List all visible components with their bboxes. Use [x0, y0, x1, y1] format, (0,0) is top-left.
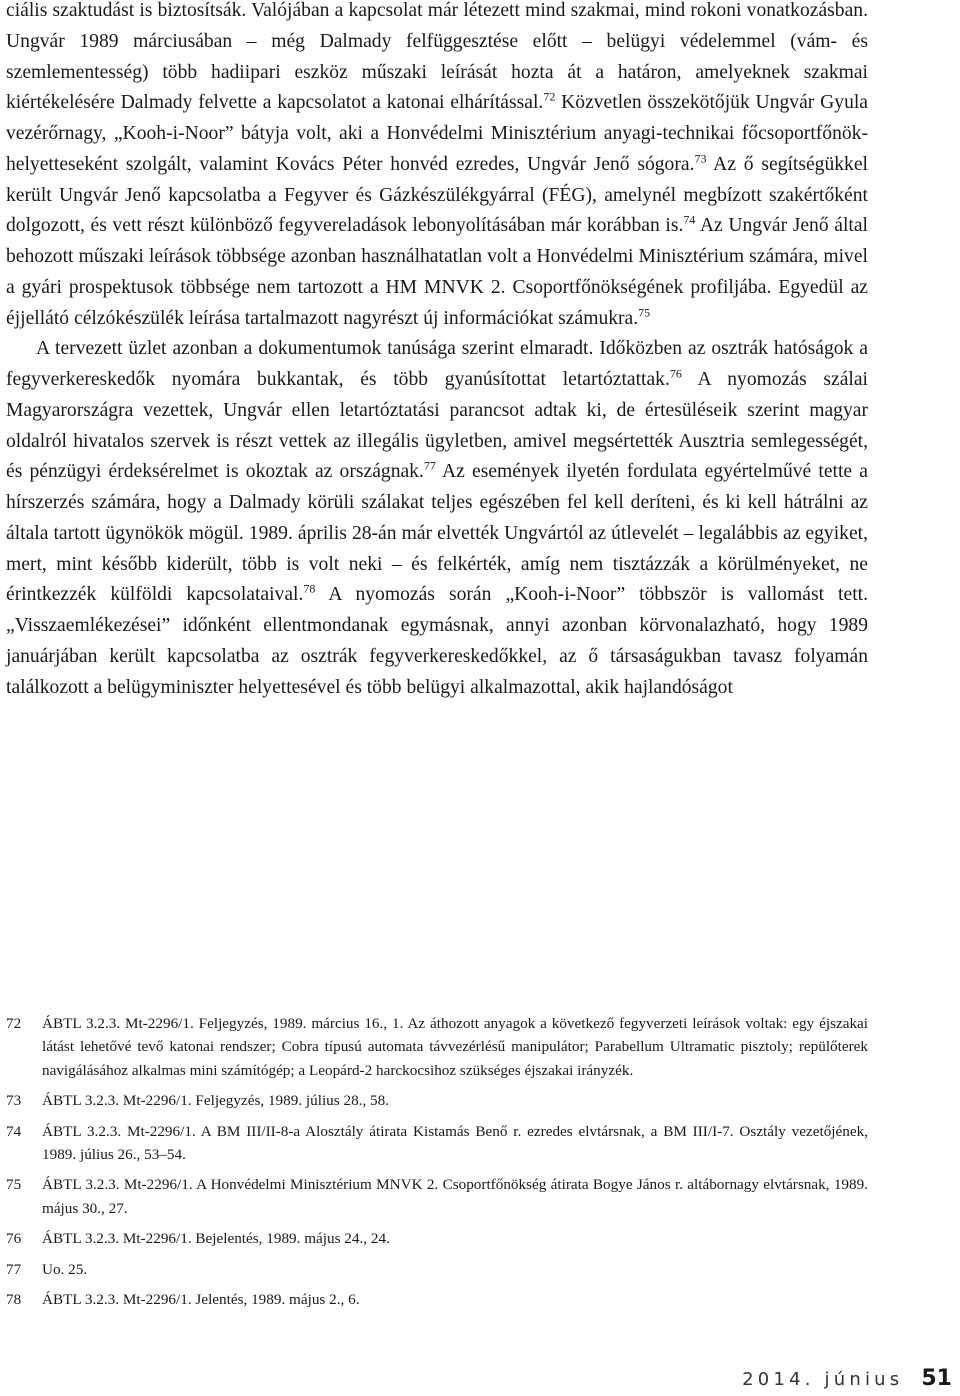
footnote-ref-75[interactable]: 75	[638, 304, 651, 319]
footnote-number: 78	[6, 1291, 22, 1309]
footnote-ref-74[interactable]: 74	[683, 212, 696, 227]
text-segment: A tervezett üzlet azonban a dokumentumok tanúsága szerint elmaradt. Időközben az osztrák hatóságok a fegyverkereskedők nyomára bukkantak, és több gyanúsítottat letartóztattak.	[6, 338, 868, 390]
main-text	[6, 0, 868, 703]
footnotes	[6, 1012, 868, 1318]
footnote-text: ÁBTL 3.2.3. Mt-2296/1. A BM III/II-8-a Alosztály átirata Kistamás Benő r. ezredes elvtársnak, a BM III/I-7. Osztály vezetőjének, 1989. július 26., 53–54.	[42, 1122, 868, 1164]
text-segment: ciális szaktudást is biztosítsák. Valójában a kapcsolat már létezett mind szakmai, mind rokoni vonatkozásban. Ungvár 1989 márciusában – még Dalmady felfüggesztése előtt – belügyi védelemmel (vám- és szemlementesség) több hadiipari eszköz műszaki leírását hozta át a határon, amelyeknek szakmai kiértékelésére Dalmady felvette a kapcsolatot a katonai elhárítással.	[6, 0, 868, 114]
footnote-75	[6, 1173, 868, 1220]
footnote-ref-72[interactable]: 72	[543, 89, 556, 104]
text-segment: Az ő segítségükkel került Ungvár Jenő kapcsolatba a Fegyver és Gázkészülékgyárral (FÉG), amelynél megbízott szakértőként dolgozott, és vett részt különböző fegyvereladások lebonyolításában már korábban is.	[6, 153, 868, 237]
footnote-text: ÁBTL 3.2.3. Mt-2296/1. Jelentés, 1989. május 2., 6.	[42, 1291, 360, 1309]
footnote-74	[6, 1120, 868, 1167]
footnote-text: Uo. 25.	[42, 1260, 88, 1278]
footnote-77	[6, 1258, 868, 1281]
footnote-78	[6, 1288, 868, 1311]
page-footer	[742, 1366, 952, 1391]
footnote-number: 76	[6, 1230, 22, 1248]
footnote-number: 72	[6, 1015, 22, 1032]
footnote-72	[6, 1012, 868, 1082]
text-segment: Az események ilyetén fordulata egyértelművé tette a hírszerzés számára, hogy a Dalmady körüli szálakat teljes egészében fel kell deríteni, és ki kell hátrálni az általa tartott ügynökök mögül. 1989. április 28-án már elvették Ungvártól az útlevelét – legalábbis az egyiket, mert, mint később kiderült, több is volt neki – és felkérték, amíg nem tisztázzák a körülményeket, ne érintkezzék külföldi kapcsolataival.	[6, 461, 869, 606]
footnote-text: ÁBTL 3.2.3. Mt-2296/1. Feljegyzés, 1989. július 28., 58.	[42, 1092, 390, 1110]
footnote-76	[6, 1227, 868, 1250]
footnote-ref-77[interactable]: 77	[423, 458, 436, 473]
text-segment: A nyomozás szálai Magyarországra vezettek, Ungvár ellen letartóztatási parancsot adtak ki, de értesüléseik szerint magyar oldalról hivatalos szervek is részt vettek az illegális ügyletben, amivel megsértették Ausztria semlegességét, és pénzügyi érdeksérelmet is okoztak az országnak.	[6, 369, 868, 483]
paragraph-1	[6, 0, 868, 334]
paragraph-2	[6, 334, 868, 703]
footnote-number: 77	[6, 1260, 22, 1278]
footnote-text: ÁBTL 3.2.3. Mt-2296/1. A Honvédelmi Minisztérium MNVK 2. Csoportfőnökség átirata Bogye János r. altábornagy elvtársnak, 1989. május 30., 27.	[42, 1176, 868, 1217]
text-segment: Közvetlen összekötőjük Ungvár Gyula vezérőrnagy, „Kooh-i-Noor” bátyja volt, aki a Honvédelmi Minisztérium anyagi-technikai főcsoportfőnök-helyetteseként szolgált, valamint Kovács Péter honvéd ezredes, Ungvár Jenő sógora.	[6, 92, 869, 175]
footnote-ref-73[interactable]: 73	[694, 151, 707, 166]
footnote-ref-76[interactable]: 76	[669, 366, 682, 381]
text-segment: A nyomozás során „Kooh-i-Noor” többször is vallomást tett. „Visszaemlékezései” időnként ellentmondanak egymásnak, annyi azonban körvonalazható, hogy 1989 januárjában került kapcsolatba az osztrák fegyverkereskedőkkel, az ő társaságukban tavasz folyamán találkozott a belügyminiszter helyettesével és több belügyi alkalmazottal, akik hajlandóságot	[6, 584, 868, 698]
footnote-text: ÁBTL 3.2.3. Mt-2296/1. Bejelentés, 1989. május 24., 24.	[42, 1230, 390, 1248]
footnote-number: 74	[6, 1122, 22, 1140]
issue-date: 2014. június	[742, 1369, 904, 1390]
footnote-ref-78[interactable]: 78	[303, 581, 316, 596]
text-segment: Az Ungvár Jenő által behozott műszaki leírások többsége azonban használhatatlan volt a Honvédelmi Minisztérium számára, mivel a gyári prospektusok többsége nem tartozott a HM MNVK 2. Csoportfőnökségének profiljába. Egyedül az éjjellátó célzókészülék leírása tartalmazott nagyrészt új információkat számukra.	[6, 215, 868, 329]
footnote-text: ÁBTL 3.2.3. Mt-2296/1. Feljegyzés, 1989. március 16., 1. Az áthozott anyagok a következő fegyverzeti leírások voltak: egy éjszakai látást lehetővé tevő katonai rendszer; Cobra típusú automata távvezérlésű manipulátor; Parabellum Ultramatic pisztoly; repülőterek navigálásához alkalmas mini számítógép; a Leopárd-2 harckocsihoz szükséges éjszakai irányzék.	[42, 1015, 868, 1079]
footnote-number: 75	[6, 1176, 22, 1194]
footnote-73	[6, 1089, 868, 1112]
page-number: 51	[921, 1366, 952, 1391]
footnote-number: 73	[6, 1092, 22, 1110]
